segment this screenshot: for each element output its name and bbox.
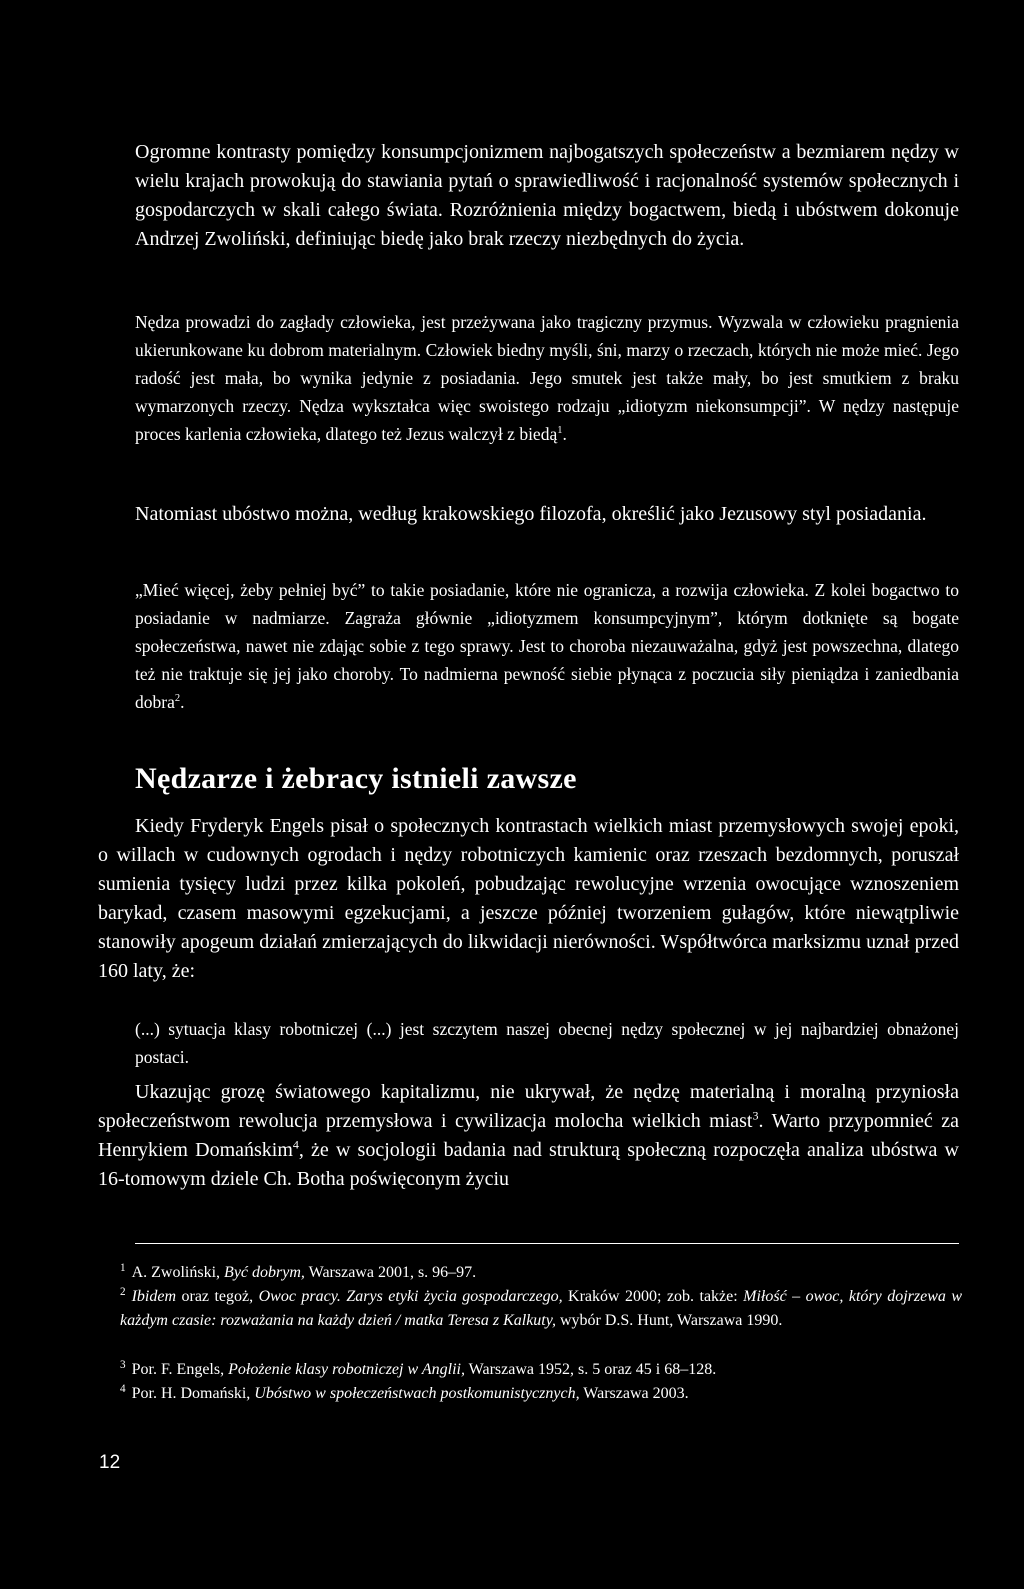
footnote-1 — [120, 1261, 960, 1285]
paragraph-engels-text: Kiedy Fryderyk Engels pisał o społecznych kontrastach wielkich miast przemysłowych swojej epoki, o willach w cudownych ogrodach i nędzy robotniczych kamienic oraz rzeszach bezdomnych, poruszał sumienia tysięcy ludzi przez kilka pokoleń, pobudzając rewolucyjne wrzenia owocujące wznoszeniem barykad, czasem masowymi egzekucjami, a jeszcze później tworzeniem gułagów, które niewątpliwie stanowiły apogeum działań zmierzających do likwidacji nierówności. Współtwórca marksizmu uznał przed 160 laty, że: — [98, 815, 959, 982]
footnote-2-ibidem: Ibidem — [131, 1288, 177, 1305]
footnote-4 — [120, 1382, 960, 1406]
footnote-2-post: oraz tegoż, — [176, 1288, 259, 1305]
footnote-2-title: Owoc pracy. Zarys etyki życia gospodarczego, — [258, 1288, 563, 1305]
paragraph-capitalism-text-c: , że w socjologii badania nad strukturą społeczną rozpoczęła analiza ubóstwa w 16-tomowym dziele Ch. Botha poświęconym życiu — [98, 1139, 959, 1190]
footnote-1-number: 1 — [120, 1261, 126, 1274]
footnote-2-number: 2 — [120, 1285, 126, 1298]
quote-zwolinski-text: Nędza prowadzi do zagłady człowieka, jest przeżywana jako tragiczny przymus. Wyzwala w człowieku pragnienia ukierunkowane ku dobrom materialnym. Człowiek biedny myśli, śni, marzy o rzeczach, których nie może mieć. Jego radość jest mała, bo wynika jedynie z posiadania. Jego smutek jest także mały, bo jest smutkiem z braku wymarzonych rzeczy. Nędza wykształca więc swoistego rodzaju „idiotyzm niekonsumpcji”. W nędzy następuje proces karlenia człowieka, dlatego też Jezus walczył z biedą — [135, 312, 959, 444]
quote-zwolinski-end: . — [562, 424, 567, 444]
page-number: 12 — [99, 1452, 121, 1473]
footnote-2-post3: wybór D.S. Hunt, Warszawa 1990. — [555, 1312, 783, 1329]
quote-having-text: „Mieć więcej, żeby pełniej być” to takie posiadanie, które nie ogranicza, a rozwija człowieka. Z kolei bogactwo to posiadanie w nadmiarze. Zagraża głównie „idiotyzmem konsumpcyjnym”, którym dotknięte są bogate społeczeństwa, nawet nie zdając sobie z tego sprawy. Jest to choroba niezauważalna, gdyż jest powszechna, dlatego też nie traktuje się jej jako choroby. To nadmierna pewność siebie płynąca z poczucia siły pieniądza i zaniedbania dobra — [135, 580, 959, 712]
footnote-2-title2: Miłość – owoc, który dojrzewa w każdym czasie: rozważania na każdy dzień / matka Teresa z Kalkuty, — [120, 1288, 962, 1329]
footnote-3-post: Warszawa 1952, s. 5 oraz 45 i 68–128. — [464, 1361, 717, 1378]
footnote-3 — [120, 1358, 960, 1382]
quote-zwolinski — [135, 308, 959, 448]
quote-engels-text: (...) sytuacja klasy robotniczej (...) jest szczytem naszej obecnej nędzy społecznej w jej najbardziej obnażonej postaci. — [135, 1019, 959, 1067]
footnote-2 — [120, 1285, 962, 1333]
footnote-1-title: Być dobrym, — [224, 1264, 305, 1281]
footnote-3-number: 3 — [120, 1358, 126, 1371]
paragraph-intro-text: Ogromne kontrasty pomiędzy konsumpcjonizmem najbogatszych społeczeństw a bezmiarem nędzy w wielu krajach prowokują do stawiania pytań o sprawiedliwość i racjonalność systemów społecznych i gospodarczych w skali całego świata. Rozróżnienia między bogactwem, biedą i ubóstwem dokonuje Andrzej Zwoliński, definiując biedę jako brak rzeczy niezbędnych do życia. — [135, 141, 959, 250]
paragraph-poverty-text: Natomiast ubóstwo można, według krakowskiego filozofa, określić jako Jezusowy styl posiadania. — [135, 503, 927, 525]
paragraph-intro — [135, 138, 959, 254]
footnote-4-post: Warszawa 2003. — [579, 1385, 689, 1402]
footnote-3-title: Położenie klasy robotniczej w Anglii, — [228, 1361, 465, 1378]
section-heading: Nędzarze i żebracy istnieli zawsze — [135, 762, 577, 795]
footnote-1-post: Warszawa 2001, s. 96–97. — [304, 1264, 477, 1281]
footnote-4-number: 4 — [120, 1382, 126, 1395]
quote-engels — [135, 1015, 959, 1071]
footnote-1-pre: A. Zwoliński, — [131, 1264, 225, 1281]
paragraph-poverty — [98, 500, 959, 529]
footnote-4-pre: Por. H. Domański, — [131, 1385, 255, 1402]
paragraph-capitalism-text-b: . Warto przypomnieć za Henrykiem Domańskim — [98, 1110, 959, 1161]
quote-having — [135, 576, 959, 716]
footnote-2-post2: Kraków 2000; zob. także: — [562, 1288, 744, 1305]
paragraph-engels — [98, 812, 959, 986]
quote-having-end: . — [180, 692, 185, 712]
paragraph-capitalism — [98, 1078, 959, 1194]
footnote-ref-3[interactable]: 3 — [752, 1108, 759, 1123]
footnote-ref-2[interactable]: 2 — [174, 693, 181, 705]
footnote-4-title: Ubóstwo w społeczeństwach postkomunistycznych, — [254, 1385, 580, 1402]
footnote-3-pre: Por. F. Engels, — [131, 1361, 229, 1378]
footnote-ref-4[interactable]: 4 — [292, 1137, 299, 1152]
footnote-ref-1[interactable]: 1 — [557, 425, 563, 437]
footnote-divider — [135, 1243, 959, 1244]
paragraph-capitalism-text-a: Ukazując grozę światowego kapitalizmu, nie ukrywał, że nędzę materialną i moralną przyniosła społeczeństwom rewolucja przemysłowa i cywilizacja molocha wielkich miast — [98, 1081, 959, 1132]
